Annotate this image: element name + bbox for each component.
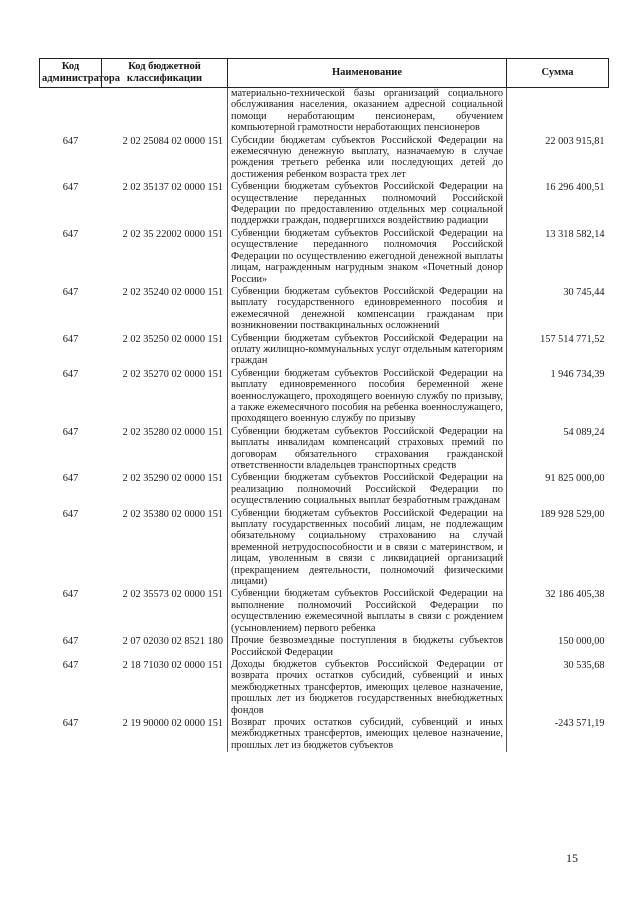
admin-code-cell: 647 bbox=[62, 228, 79, 240]
name-cell: материально-технической базы организаций социального обслуживания населения, оказанием адресной социальной помощи неработающим пенсионерам, обучением компьютерной грамотности неработающих пенсионеров bbox=[228, 88, 507, 135]
admin-code-cell: 647 bbox=[62, 426, 79, 438]
table-row bbox=[40, 588, 609, 635]
budget-code-cell: 2 02 35270 02 0000 151 bbox=[122, 368, 223, 380]
budget-code-cell: 2 02 35250 02 0000 151 bbox=[122, 333, 223, 345]
name-cell: Доходы бюджетов субъектов Российской Федерации от возврата прочих остатков субсидий, субвенций и иных межбюджетных трансфертов, имеющих целевое назначение, прошлых лет из бюджетов государственных внебюджетных фондов bbox=[228, 659, 507, 717]
sum-cell: 30 745,44 bbox=[563, 286, 605, 298]
table-header-row bbox=[40, 59, 609, 88]
admin-code-cell: 647 bbox=[62, 589, 79, 601]
name-cell: Субвенции бюджетам субъектов Российской Федерации на выплаты инвалидам компенсаций страховых премий по договорам обязательного страхования гражданской ответственности владельцев транспортных средств bbox=[228, 426, 507, 473]
admin-code-cell bbox=[40, 88, 102, 135]
admin-code-cell: 647 bbox=[62, 333, 79, 345]
sum-cell bbox=[507, 88, 609, 135]
budget-code-cell: 2 18 71030 02 0000 151 bbox=[122, 659, 223, 671]
budget-code-cell: 2 02 35290 02 0000 151 bbox=[122, 473, 223, 485]
sum-cell: 30 535,68 bbox=[563, 659, 605, 671]
name-cell: Субвенции бюджетам субъектов Российской Федерации на выплату государственного единовременного пособия и ежемесячной денежной компенсации гражданам при возникновении поствакцинальных осложнений bbox=[228, 286, 507, 333]
header-name: Наименование bbox=[228, 59, 507, 88]
admin-code-cell: 647 bbox=[62, 135, 79, 147]
budget-code-cell: 2 02 35280 02 0000 151 bbox=[122, 426, 223, 438]
name-cell: Субвенции бюджетам субъектов Российской Федерации на выплату государственных пособий лицам, не подлежащим обязательному социальному страхованию на случай временной нетрудоспособности и в связи с материнством, и лицам, уволенным в связи с ликвидацией организаций (прекращением деятельности, полномочий физическими лицами) bbox=[228, 508, 507, 589]
sum-cell: 91 825 000,00 bbox=[545, 473, 605, 485]
table-row bbox=[40, 635, 609, 659]
name-cell: Субвенции бюджетам субъектов Российской Федерации на реализацию полномочий Российской Федерации по осуществлению социальных выплат безработным гражданам bbox=[228, 472, 507, 507]
admin-code-cell: 647 bbox=[62, 368, 79, 380]
admin-code-cell: 647 bbox=[62, 286, 79, 298]
table-row bbox=[40, 135, 609, 182]
name-cell: Субвенции бюджетам субъектов Российской Федерации на осуществление переданных полномочий Российской Федерации по предоставлению отдельных мер социальной поддержки граждан, подвергшихся воздействию радиации bbox=[228, 181, 507, 228]
name-cell: Субсидии бюджетам субъектов Российской Федерации на ежемесячную денежную выплату, назначаемую в случае рождения третьего ребенка или последующих детей до достижения ребенком возраста трех лет bbox=[228, 135, 507, 182]
table-row bbox=[40, 659, 609, 717]
budget-code-cell: 2 02 35 22002 0000 151 bbox=[122, 228, 223, 240]
table-row bbox=[40, 88, 609, 135]
table-row bbox=[40, 717, 609, 752]
budget-code-cell: 2 02 35137 02 0000 151 bbox=[122, 182, 223, 194]
name-cell: Субвенции бюджетам субъектов Российской Федерации на выплату единовременного пособия беременной жене военнослужащего, проходящего военную службу по призыву, а также ежемесячного пособия на ребенка военнослужащего, проходящего военную службу по призыву bbox=[228, 368, 507, 426]
budget-code-cell: 2 02 35573 02 0000 151 bbox=[122, 589, 223, 601]
admin-code-cell: 647 bbox=[62, 659, 79, 671]
name-cell: Субвенции бюджетам субъектов Российской Федерации на выполнение полномочий Российской Федерации по осуществлению ежемесячной выплаты в связи с рождением (усыновлением) первого ребенка bbox=[228, 588, 507, 635]
header-admin-code: Код администратора bbox=[40, 59, 102, 88]
table-row bbox=[40, 368, 609, 426]
name-cell: Субвенции бюджетам субъектов Российской Федерации на оплату жилищно-коммунальных услуг отдельным категориям граждан bbox=[228, 333, 507, 368]
budget-code-cell: 2 02 35240 02 0000 151 bbox=[122, 286, 223, 298]
admin-code-cell: 647 bbox=[62, 473, 79, 485]
header-sum: Сумма bbox=[507, 59, 609, 88]
header-budget-code: Код бюджетной классификации bbox=[102, 59, 228, 88]
sum-cell: 32 186 405,38 bbox=[545, 589, 605, 601]
admin-code-cell: 647 bbox=[62, 508, 79, 520]
sum-cell: 157 514 771,52 bbox=[540, 333, 605, 345]
table-row bbox=[40, 472, 609, 507]
sum-cell: 13 318 582,14 bbox=[545, 228, 605, 240]
table-row bbox=[40, 181, 609, 228]
table-row bbox=[40, 426, 609, 473]
table-row bbox=[40, 286, 609, 333]
budget-revenue-table bbox=[39, 58, 609, 752]
budget-code-cell bbox=[102, 88, 228, 135]
table-row bbox=[40, 333, 609, 368]
page-number: 15 bbox=[566, 851, 578, 865]
name-cell: Прочие безвозмездные поступления в бюджеты субъектов Российской Федерации bbox=[228, 635, 507, 659]
sum-cell: 189 928 529,00 bbox=[540, 508, 605, 520]
sum-cell: -243 571,19 bbox=[554, 717, 605, 729]
sum-cell: 22 003 915,81 bbox=[545, 135, 605, 147]
sum-cell: 1 946 734,39 bbox=[550, 368, 605, 380]
name-cell: Субвенции бюджетам субъектов Российской Федерации на осуществление переданного полномочия Российской Федерации по осуществлению ежегодной денежной выплаты лицам, награжденным нагрудным знаком «Почетный донор России» bbox=[228, 228, 507, 286]
table-row bbox=[40, 228, 609, 286]
table-row bbox=[40, 508, 609, 589]
admin-code-cell: 647 bbox=[62, 717, 79, 729]
budget-code-cell: 2 19 90000 02 0000 151 bbox=[122, 717, 223, 729]
admin-code-cell: 647 bbox=[62, 636, 79, 648]
budget-code-cell: 2 07 02030 02 8521 180 bbox=[122, 636, 223, 648]
name-cell: Возврат прочих остатков субсидий, субвенций и иных межбюджетных трансфертов, имеющих целевое назначение, прошлых лет из бюджетов субъектов bbox=[228, 717, 507, 752]
budget-code-cell: 2 02 35380 02 0000 151 bbox=[122, 508, 223, 520]
sum-cell: 16 296 400,51 bbox=[545, 182, 605, 194]
sum-cell: 150 000,00 bbox=[558, 636, 605, 648]
admin-code-cell: 647 bbox=[62, 182, 79, 194]
budget-code-cell: 2 02 25084 02 0000 151 bbox=[122, 135, 223, 147]
sum-cell: 54 089,24 bbox=[563, 426, 605, 438]
